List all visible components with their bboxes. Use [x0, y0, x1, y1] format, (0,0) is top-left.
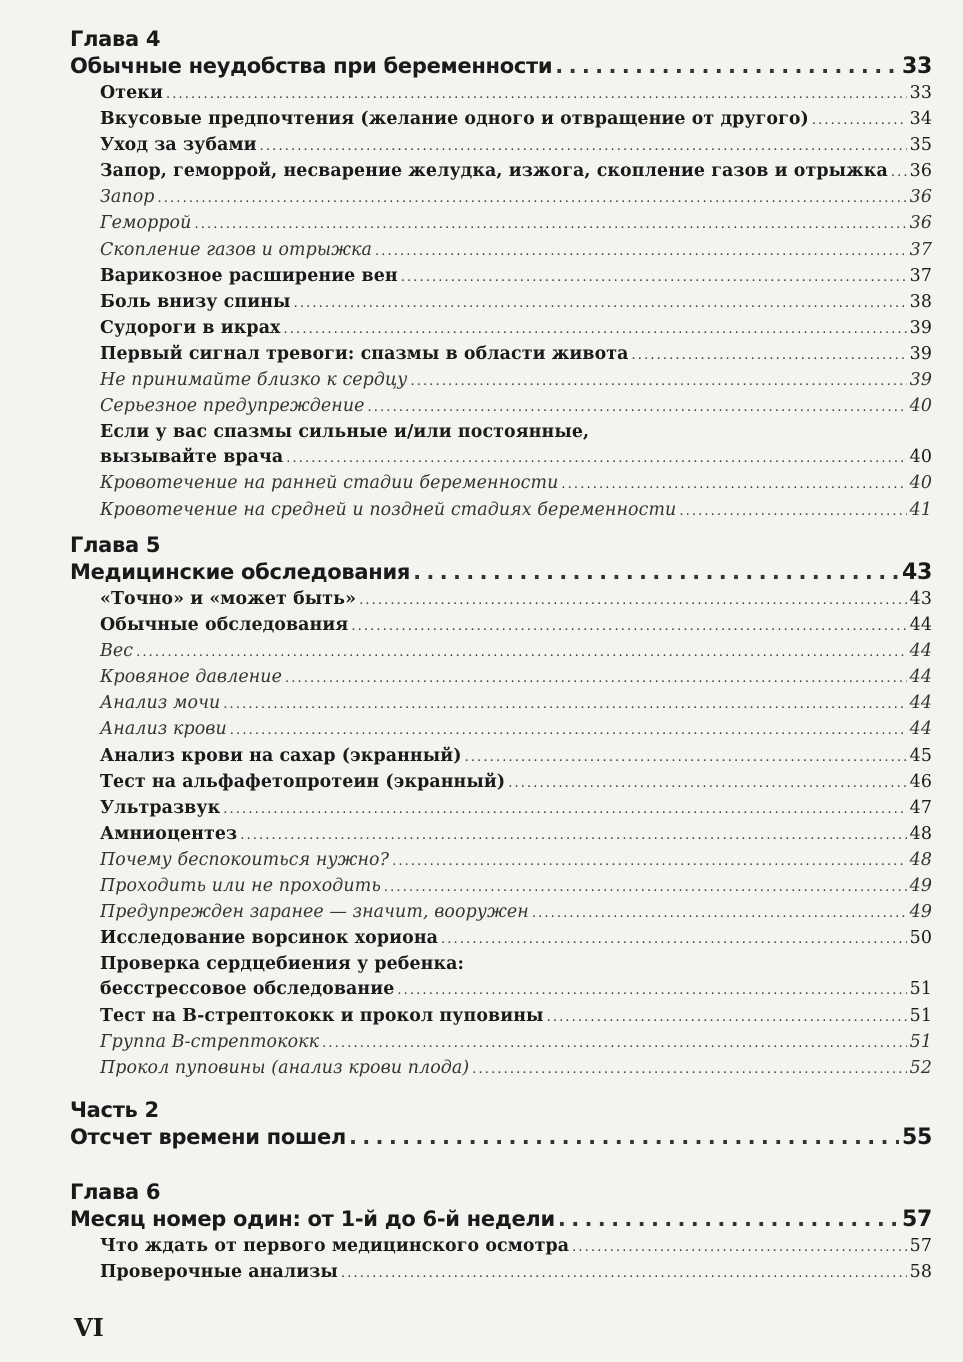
chapter-entries: [70, 587, 932, 1082]
toc-entry-title: Предупрежден заранее — значит, вооружен: [100, 902, 529, 923]
chapter-page-number: 43: [901, 560, 932, 585]
toc-part-2: [70, 1097, 932, 1152]
leader-dots: [166, 82, 907, 107]
toc-entry-title: Боль внизу спины: [100, 291, 291, 312]
toc-entry-title: Исследование ворсинок хориона: [100, 928, 439, 949]
toc-entry-title: Отеки: [100, 83, 163, 103]
toc-entry-page-number: 48: [909, 849, 932, 870]
toc-entry-row: [100, 211, 932, 237]
leader-dots: [240, 823, 906, 848]
toc-entry-page-number: 41: [909, 499, 932, 520]
toc-entry-page-number: 40: [909, 447, 932, 468]
toc-entry-row: [100, 874, 932, 900]
toc-entry[interactable]: [100, 264, 932, 290]
toc-entry-title: Проходить или не проходить: [100, 876, 381, 897]
toc-entry-row: [100, 368, 932, 394]
toc-entry-title: Вес: [100, 641, 134, 662]
toc-entry-row: [100, 471, 932, 497]
toc-entry-row: [100, 1056, 932, 1082]
leader-dots: [508, 771, 906, 796]
toc-entry-page-number: 51: [909, 1005, 932, 1026]
toc-entry[interactable]: [100, 613, 932, 639]
toc-entry[interactable]: [100, 471, 932, 497]
toc-entry-row: [100, 342, 932, 368]
toc-entry-row: [100, 1234, 932, 1260]
toc-entry-row: [100, 926, 932, 952]
toc-entry-title: Скопление газов и отрыжка: [100, 239, 372, 260]
toc-entry[interactable]: [100, 107, 932, 133]
toc-entry-title: Серьезное предупреждение: [100, 396, 365, 417]
toc-entry[interactable]: [100, 1030, 932, 1056]
toc-entry-page-number: 44: [909, 615, 932, 636]
toc-entry-page-number: 36: [909, 161, 932, 182]
toc-entry[interactable]: [100, 133, 932, 159]
toc-entry-page-number: 51: [909, 1031, 932, 1052]
toc-entry[interactable]: [100, 498, 932, 524]
toc-entry[interactable]: [100, 211, 932, 237]
toc-entry-row: [100, 717, 932, 743]
leader-dots: [465, 745, 907, 770]
toc-chapter-4: [70, 26, 932, 524]
toc-entry-row: [100, 1030, 932, 1056]
toc-entry-page-number: 57: [909, 1236, 932, 1256]
toc-entry-row: [100, 445, 932, 471]
chapter-title: Обычные неудобства при беременности: [70, 54, 553, 78]
toc-chapter-5: [70, 532, 932, 1082]
toc-entry-title: Кровотечение на средней и поздней стадиях беременности: [100, 499, 677, 520]
leader-dots: [375, 239, 907, 264]
leader-dots: [341, 1261, 907, 1286]
toc-entry-page-number: 44: [909, 719, 932, 740]
toc-entry-page-number: 50: [909, 928, 932, 949]
toc-entry-title: «Точно» и «может быть»: [100, 589, 357, 609]
leader-dots: [260, 134, 907, 159]
leader-dots: [401, 265, 907, 290]
leader-dots: [194, 212, 906, 237]
toc-entry-row: [100, 159, 932, 185]
chapter-title-row[interactable]: [70, 1205, 932, 1234]
toc-entry-page-number: 37: [909, 265, 932, 286]
toc-entry-row: [100, 264, 932, 290]
toc-entry-title: Вкусовые предпочтения (желание одного и отвращение от другого): [100, 109, 809, 130]
toc-entry-page-number: 51: [909, 979, 932, 1000]
toc-entry-page-number: 44: [909, 693, 932, 714]
toc-entry[interactable]: [100, 639, 932, 665]
part-title-row[interactable]: [70, 1123, 932, 1152]
toc-entry-row: [100, 639, 932, 665]
toc-entry[interactable]: [100, 822, 932, 848]
toc-entry-row: [100, 185, 932, 211]
toc-entry[interactable]: [100, 420, 932, 471]
leader-dots: [136, 640, 907, 665]
chapter-label: Глава 6: [70, 1180, 161, 1204]
toc-entry-page-number: 44: [909, 667, 932, 688]
leader-dots: [632, 343, 907, 368]
leader-dots: [286, 446, 906, 471]
chapter-page-number: 57: [901, 1207, 932, 1232]
toc-chapter-6: [70, 1179, 932, 1286]
toc-entry-title: Анализ крови: [100, 719, 227, 740]
toc-entry-row: [100, 1004, 932, 1030]
leader-dots: [572, 1235, 907, 1260]
toc-entry-title: вызывайте врача: [100, 447, 284, 468]
toc-entry[interactable]: [100, 770, 932, 796]
toc-entry-row: [100, 822, 932, 848]
toc-entry-row: [100, 665, 932, 691]
leader-dots: [322, 1031, 907, 1056]
toc-entry[interactable]: [100, 900, 932, 926]
leader-dots: [351, 614, 906, 639]
leader-dots: [555, 52, 899, 80]
toc-entry-row: [100, 744, 932, 770]
toc-entry-row: [100, 81, 932, 107]
toc-entry-page-number: 38: [909, 291, 932, 312]
toc-entry-title: Обычные обследования: [100, 615, 349, 636]
leader-dots: [359, 588, 907, 613]
chapter-page-number: 33: [901, 54, 932, 79]
toc-entry[interactable]: [100, 1234, 932, 1260]
toc-entry-page-number: 44: [909, 641, 932, 662]
leader-dots: [397, 978, 906, 1003]
toc-entry-title: Анализ крови на сахар (экранный): [100, 745, 462, 766]
toc-entry-row: [100, 394, 932, 420]
toc-entry[interactable]: [100, 185, 932, 211]
leader-dots: [561, 472, 906, 497]
toc-entry-title: Кровяное давление: [100, 667, 282, 688]
toc-entry-title-line: Проверка сердцебиения у ребенка:: [100, 954, 465, 975]
toc-entry[interactable]: [100, 665, 932, 691]
toc-entry-page-number: 47: [909, 797, 932, 818]
toc-entry[interactable]: [100, 952, 932, 1003]
toc-entry-page-number: 34: [909, 109, 932, 130]
toc-entry-title: Группа В-стрептококк: [100, 1031, 320, 1052]
toc-entry-page-number: 43: [909, 589, 932, 609]
toc-entry[interactable]: [100, 587, 932, 613]
leader-dots: [891, 160, 907, 185]
chapter-title-row[interactable]: [70, 558, 932, 587]
leader-dots: [441, 927, 907, 952]
leader-dots: [284, 317, 907, 342]
toc-entry[interactable]: [100, 368, 932, 394]
toc-entry-row: [100, 238, 932, 264]
toc-entry[interactable]: [100, 926, 932, 952]
toc-entry-title: Амниоцентез: [100, 823, 238, 844]
toc-entry-title: Уход за зубами: [100, 135, 257, 156]
toc-entry[interactable]: [100, 691, 932, 717]
toc-entry[interactable]: [100, 1260, 932, 1286]
toc-entry[interactable]: [100, 717, 932, 743]
toc-entry-title: Проверочные анализы: [100, 1262, 338, 1283]
toc-entry[interactable]: [100, 342, 932, 368]
toc-entry-page-number: 39: [909, 370, 932, 391]
toc-entry-title: Почему беспокоиться нужно?: [100, 849, 390, 870]
toc-entry-title: Варикозное расширение вен: [100, 265, 398, 286]
part-title: Отсчет времени пошел: [70, 1125, 346, 1149]
toc-entry-row: [100, 1260, 932, 1286]
chapter-label: Глава 4: [70, 27, 161, 51]
toc-entry-row: [100, 587, 932, 613]
leader-dots: [158, 186, 907, 211]
toc-entry-page-number: 52: [909, 1057, 932, 1078]
toc-entry-title: Первый сигнал тревоги: спазмы в области живота: [100, 343, 629, 364]
toc-entry-title: Кровотечение на ранней стадии беременности: [100, 473, 559, 494]
part-label: Часть 2: [70, 1098, 159, 1122]
toc-entry-row: [100, 691, 932, 717]
leader-dots: [410, 369, 906, 394]
leader-dots: [349, 1123, 899, 1151]
leader-dots: [558, 1205, 899, 1233]
toc-entry[interactable]: [100, 290, 932, 316]
toc-entry-row: [100, 848, 932, 874]
toc-entry-row: [100, 613, 932, 639]
toc-entry-row: [100, 316, 932, 342]
toc-entry[interactable]: [100, 1056, 932, 1082]
toc-entry-page-number: 37: [909, 239, 932, 260]
leader-dots: [223, 692, 906, 717]
toc-entry-title: бесстрессовое обследование: [100, 979, 395, 1000]
chapter-title: Медицинские обследования: [70, 560, 411, 584]
toc-entry[interactable]: [100, 159, 932, 185]
chapter-entries: [70, 1234, 932, 1286]
toc-entry-page-number: 48: [909, 823, 932, 844]
toc-entry-row: [100, 133, 932, 159]
chapter-entries: [70, 81, 932, 524]
toc-entry-title: Что ждать от первого медицинского осмотра: [100, 1236, 570, 1256]
toc-entry[interactable]: [100, 316, 932, 342]
toc-entry[interactable]: [100, 796, 932, 822]
leader-dots: [679, 499, 906, 524]
toc-entry-row: [100, 290, 932, 316]
toc-entry[interactable]: [100, 744, 932, 770]
toc-entry-page-number: 49: [909, 902, 932, 923]
toc-entry-page-number: 40: [909, 396, 932, 417]
chapter-title-row[interactable]: [70, 52, 932, 81]
toc-entry-row: [100, 796, 932, 822]
toc-entry-page-number: 35: [909, 135, 932, 156]
toc-entry-title: Прокол пуповины (анализ крови плода): [100, 1057, 470, 1078]
toc-entry-page-number: 45: [909, 745, 932, 766]
toc-entry-title: Судороги в икрах: [100, 317, 281, 338]
toc-entry-page-number: 58: [909, 1262, 932, 1283]
toc-entry[interactable]: [100, 874, 932, 900]
leader-dots: [532, 901, 907, 926]
leader-dots: [413, 558, 899, 586]
leader-dots: [547, 1005, 907, 1030]
leader-dots: [392, 849, 907, 874]
toc-entry-title: Не принимайте близко к сердцу: [100, 370, 408, 391]
toc-entry-page-number: 39: [909, 317, 932, 338]
toc-entry[interactable]: [100, 394, 932, 420]
leader-dots: [230, 718, 907, 743]
toc-entry-title: Ультразвук: [100, 797, 221, 818]
toc-entry-page-number: 33: [909, 83, 932, 103]
toc-entry-page-number: 36: [909, 187, 932, 208]
leader-dots: [294, 291, 907, 316]
toc-entry-row: [100, 107, 932, 133]
toc-entry-title: Запор: [100, 187, 155, 208]
part-page-number: 55: [901, 1125, 932, 1150]
page-folio: VI: [74, 1313, 104, 1342]
toc-entry-row: [100, 977, 932, 1003]
toc-entry[interactable]: [100, 1004, 932, 1030]
leader-dots: [285, 666, 907, 691]
leader-dots: [223, 797, 906, 822]
toc-entry[interactable]: [100, 81, 932, 107]
toc-entry-page-number: 40: [909, 473, 932, 494]
chapter-title: Месяц номер один: от 1-й до 6-й недели: [70, 1207, 555, 1231]
toc-entry-row: [100, 498, 932, 524]
toc-entry[interactable]: [100, 238, 932, 264]
toc-entry-title: Тест на В-стрептококк и прокол пуповины: [100, 1005, 544, 1026]
toc-entry-title: Геморрой: [100, 213, 192, 234]
toc-entry-page-number: 36: [909, 213, 932, 234]
toc-entry-page-number: 49: [909, 876, 932, 897]
leader-dots: [472, 1057, 906, 1082]
toc-entry-row: [100, 900, 932, 926]
leader-dots: [812, 108, 907, 133]
toc-entry-page-number: 46: [909, 771, 932, 792]
leader-dots: [368, 395, 907, 420]
toc-entry-title-line: Если у вас спазмы сильные и/или постоянные,: [100, 422, 590, 443]
toc-entry-row: [100, 770, 932, 796]
leader-dots: [384, 875, 907, 900]
toc-entry-title: Запор, геморрой, несварение желудка, изжога, скопление газов и отрыжка: [100, 161, 888, 182]
toc-entry-page-number: 39: [909, 343, 932, 364]
toc-entry-title: Анализ мочи: [100, 693, 221, 714]
chapter-label: Глава 5: [70, 533, 161, 557]
toc-entry-title: Тест на альфафетопротеин (экранный): [100, 771, 506, 792]
toc-entry[interactable]: [100, 848, 932, 874]
